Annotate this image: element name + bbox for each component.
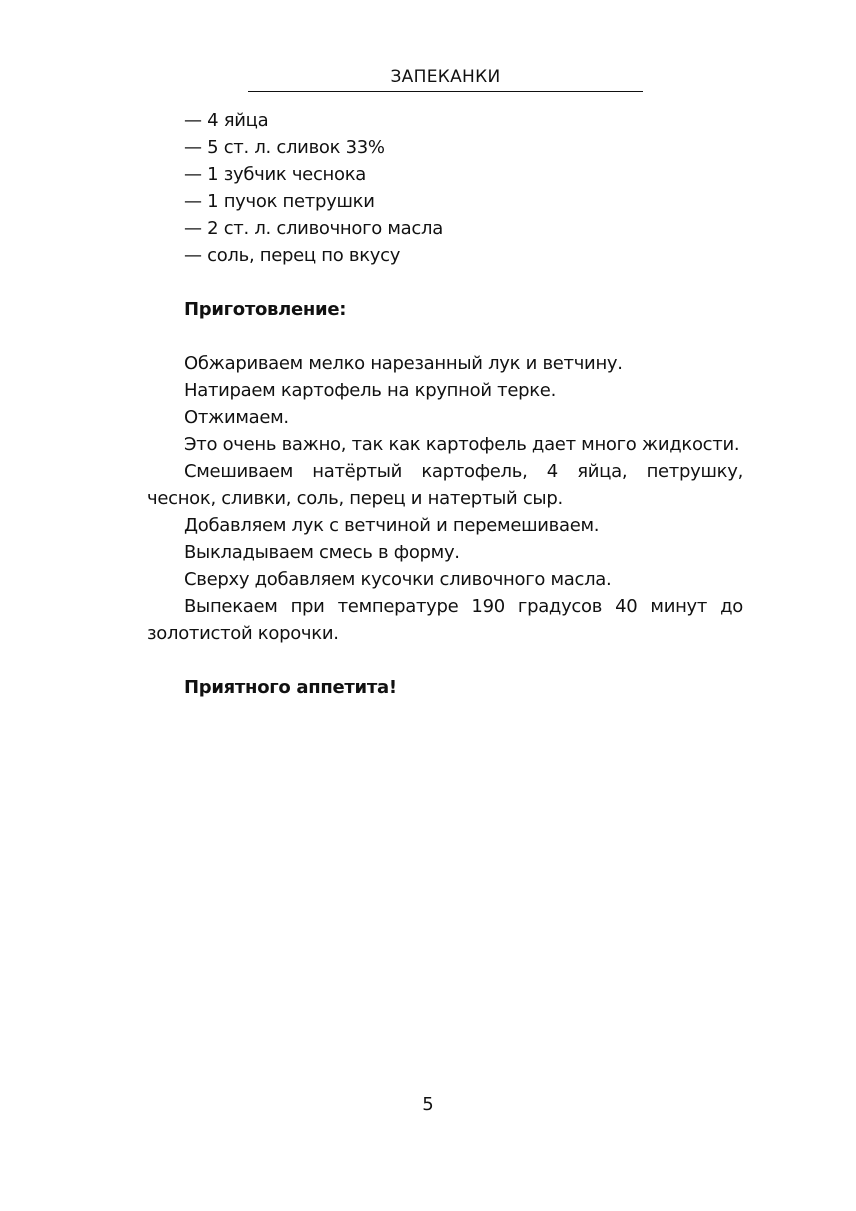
preparation-step: Смешиваем натёртый картофель, 4 яйца, петрушку, чеснок, сливки, соль, перец и натертый сыр. (147, 461, 743, 509)
preparation-step: Обжариваем мелко нарезанный лук и ветчину. (184, 353, 623, 374)
page-number: 5 (422, 1094, 434, 1115)
ingredient-item: — соль, перец по вкусу (184, 245, 401, 266)
preparation-heading: Приготовление: (184, 299, 347, 320)
header-rule (248, 91, 643, 92)
page-content (147, 107, 743, 701)
ingredient-item: — 4 яйца (184, 110, 269, 131)
closing-line: Приятного аппетита! (184, 677, 397, 698)
preparation-step: Сверху добавляем кусочки сливочного масла. (184, 569, 612, 590)
ingredient-item: — 2 ст. л. сливочного масла (184, 218, 443, 239)
preparation-step: Натираем картофель на крупной терке. (184, 380, 556, 401)
ingredient-list (147, 107, 743, 269)
preparation-step: Это очень важно, так как картофель дает много жидкости. (184, 434, 740, 455)
preparation-step: Отжимаем. (184, 407, 289, 428)
ingredient-item: — 1 пучок петрушки (184, 191, 375, 212)
ingredient-item: — 5 ст. л. сливок 33% (184, 137, 385, 158)
preparation-steps (147, 350, 743, 647)
preparation-step: Добавляем лук с ветчиной и перемешиваем. (184, 515, 600, 536)
preparation-step: Выпекаем при температуре 190 градусов 40 минут до золотистой корочки. (147, 596, 743, 644)
running-header-title: ЗАПЕКАНКИ (390, 67, 501, 87)
ingredient-item: — 1 зубчик чеснока (184, 164, 367, 185)
preparation-step: Выкладываем смесь в форму. (184, 542, 460, 563)
